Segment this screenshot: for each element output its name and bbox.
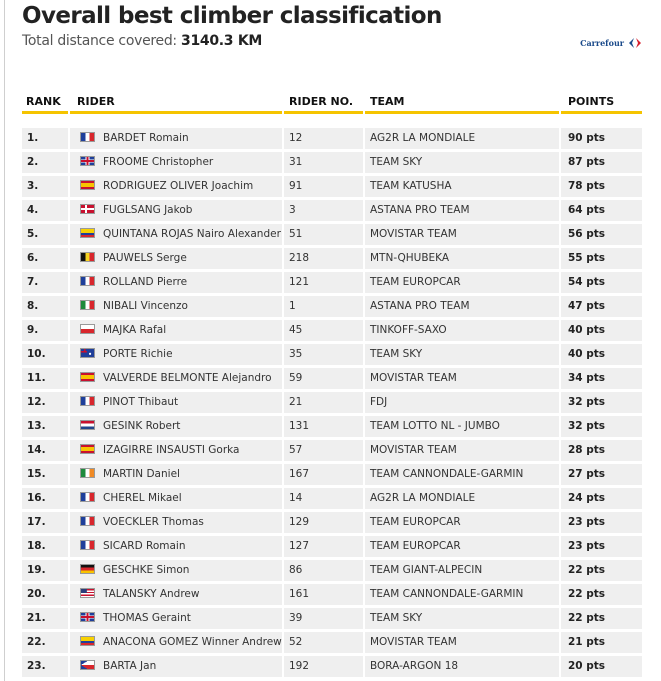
cell-points: 21 pts xyxy=(561,632,642,653)
cell-team[interactable]: TEAM SKY xyxy=(365,344,559,365)
cell-rider[interactable] xyxy=(70,488,282,509)
cell-rank: 15. xyxy=(22,464,68,485)
cell-rider[interactable] xyxy=(70,272,282,293)
cell-points: 47 pts xyxy=(561,296,642,317)
cell-rider-no: 127 xyxy=(284,536,363,557)
country-flag-icon xyxy=(80,204,95,214)
cell-rider-no: 86 xyxy=(284,560,363,581)
cell-team[interactable]: FDJ xyxy=(365,392,559,413)
cell-rider-no: 51 xyxy=(284,224,363,245)
cell-team[interactable]: MOVISTAR TEAM xyxy=(365,632,559,653)
country-flag-icon xyxy=(80,300,95,310)
table-row[interactable] xyxy=(22,174,642,198)
cell-rider[interactable] xyxy=(70,176,282,197)
rider-name[interactable]: FUGLSANG Jakob xyxy=(103,204,193,216)
cell-rank: 7. xyxy=(22,272,68,293)
rider-name[interactable]: FROOME Christopher xyxy=(103,156,214,168)
cell-rider-no: 14 xyxy=(284,488,363,509)
cell-rank: 20. xyxy=(22,584,68,605)
cell-points: 20 pts xyxy=(561,656,642,677)
cell-points: 54 pts xyxy=(561,272,642,293)
cell-team[interactable]: TINKOFF-SAXO xyxy=(365,320,559,341)
table-row[interactable] xyxy=(22,342,642,366)
rider-name[interactable]: VOECKLER Thomas xyxy=(103,516,204,528)
cell-team[interactable]: TEAM GIANT-ALPECIN xyxy=(365,560,559,581)
cell-rider[interactable] xyxy=(70,464,282,485)
cell-team[interactable]: ASTANA PRO TEAM xyxy=(365,296,559,317)
country-flag-icon xyxy=(80,420,95,430)
cell-rank: 3. xyxy=(22,176,68,197)
rider-name[interactable]: TALANSKY Andrew xyxy=(103,588,200,600)
cell-rider[interactable] xyxy=(70,632,282,653)
cell-points: 22 pts xyxy=(561,608,642,629)
country-flag-icon xyxy=(80,468,95,478)
cell-team[interactable]: TEAM CANNONDALE-GARMIN xyxy=(365,584,559,605)
cell-team[interactable]: TEAM KATUSHA xyxy=(365,176,559,197)
cell-team[interactable]: MOVISTAR TEAM xyxy=(365,224,559,245)
classification-table xyxy=(22,91,642,678)
cell-rank: 19. xyxy=(22,560,68,581)
cell-rank: 12. xyxy=(22,392,68,413)
cell-rider-no: 57 xyxy=(284,440,363,461)
country-flag-icon xyxy=(80,372,95,382)
country-flag-icon xyxy=(80,564,95,574)
cell-rider-no: 12 xyxy=(284,128,363,149)
cell-team[interactable]: TEAM SKY xyxy=(365,608,559,629)
cell-team[interactable]: TEAM EUROPCAR xyxy=(365,512,559,533)
distance-summary xyxy=(22,33,262,49)
country-flag-icon xyxy=(80,252,95,262)
country-flag-icon xyxy=(80,492,95,502)
sponsor-logo[interactable] xyxy=(580,37,643,49)
cell-points: 23 pts xyxy=(561,512,642,533)
cell-rider[interactable] xyxy=(70,440,282,461)
table-row[interactable] xyxy=(22,222,642,246)
col-header-team[interactable]: TEAM xyxy=(365,95,559,114)
country-flag-icon xyxy=(80,324,95,334)
country-flag-icon xyxy=(80,612,95,622)
country-flag-icon xyxy=(80,180,95,190)
rider-name[interactable]: GESINK Robert xyxy=(103,420,181,432)
cell-rider[interactable] xyxy=(70,200,282,221)
left-divider xyxy=(4,0,5,681)
cell-rank: 6. xyxy=(22,248,68,269)
rider-name[interactable]: QUINTANA ROJAS Nairo Alexander xyxy=(103,228,281,240)
table-row[interactable] xyxy=(22,318,642,342)
cell-rider[interactable] xyxy=(70,392,282,413)
cell-points: 22 pts xyxy=(561,560,642,581)
rider-name[interactable]: ANACONA GOMEZ Winner Andrew xyxy=(103,636,282,648)
cell-points: 27 pts xyxy=(561,464,642,485)
cell-rider-no: 161 xyxy=(284,584,363,605)
distance-value: 3140.3 KM xyxy=(181,33,262,49)
table-row[interactable] xyxy=(22,366,642,390)
table-row[interactable] xyxy=(22,486,642,510)
col-header-rank[interactable]: RANK xyxy=(22,95,68,114)
cell-rank: 21. xyxy=(22,608,68,629)
cell-rank: 10. xyxy=(22,344,68,365)
table-row[interactable] xyxy=(22,558,642,582)
cell-rider-no: 192 xyxy=(284,656,363,677)
cell-team[interactable]: TEAM EUROPCAR xyxy=(365,272,559,293)
table-row[interactable] xyxy=(22,294,642,318)
cell-rider[interactable] xyxy=(70,224,282,245)
rider-name[interactable]: BARDET Romain xyxy=(103,132,189,144)
table-body xyxy=(22,126,642,678)
cell-rider-no: 91 xyxy=(284,176,363,197)
cell-points: 55 pts xyxy=(561,248,642,269)
cell-points: 78 pts xyxy=(561,176,642,197)
cell-rider[interactable] xyxy=(70,296,282,317)
country-flag-icon xyxy=(80,660,95,670)
cell-team[interactable]: MOVISTAR TEAM xyxy=(365,440,559,461)
rider-name[interactable]: RODRIGUEZ OLIVER Joachim xyxy=(103,180,254,192)
page-title: Overall best climber classification xyxy=(22,3,442,29)
cell-rider-no: 129 xyxy=(284,512,363,533)
sponsor-name: Carrefour xyxy=(580,38,624,48)
table-row[interactable] xyxy=(22,390,642,414)
carrefour-logo-icon xyxy=(627,37,643,49)
cell-points: 28 pts xyxy=(561,440,642,461)
rider-name[interactable]: PORTE Richie xyxy=(103,348,173,360)
country-flag-icon xyxy=(80,228,95,238)
cell-rank: 17. xyxy=(22,512,68,533)
cell-rider-no: 31 xyxy=(284,152,363,173)
cell-rider-no: 167 xyxy=(284,464,363,485)
rider-name[interactable]: BARTA Jan xyxy=(103,660,157,672)
cell-rider[interactable] xyxy=(70,416,282,437)
cell-rank: 22. xyxy=(22,632,68,653)
cell-team[interactable]: AG2R LA MONDIALE xyxy=(365,128,559,149)
cell-team[interactable]: MTN-QHUBEKA xyxy=(365,248,559,269)
cell-rider[interactable] xyxy=(70,608,282,629)
table-row[interactable] xyxy=(22,198,642,222)
cell-team[interactable]: TEAM SKY xyxy=(365,152,559,173)
cell-rank: 1. xyxy=(22,128,68,149)
rider-name[interactable]: CHEREL Mikael xyxy=(103,492,182,504)
cell-rider-no: 52 xyxy=(284,632,363,653)
cell-rider-no: 218 xyxy=(284,248,363,269)
cell-points: 64 pts xyxy=(561,200,642,221)
cell-rider-no: 21 xyxy=(284,392,363,413)
cell-rider[interactable] xyxy=(70,128,282,149)
country-flag-icon xyxy=(80,348,95,358)
table-row[interactable] xyxy=(22,246,642,270)
cell-rank: 13. xyxy=(22,416,68,437)
cell-rider-no: 59 xyxy=(284,368,363,389)
cell-rank: 2. xyxy=(22,152,68,173)
cell-rider[interactable] xyxy=(70,368,282,389)
rider-name[interactable]: VALVERDE BELMONTE Alejandro xyxy=(103,372,272,384)
cell-team[interactable]: TEAM EUROPCAR xyxy=(365,536,559,557)
cell-points: 34 pts xyxy=(561,368,642,389)
cell-rider[interactable] xyxy=(70,248,282,269)
rider-name[interactable]: ROLLAND Pierre xyxy=(103,276,188,288)
rider-name[interactable]: GESCHKE Simon xyxy=(103,564,190,576)
cell-team[interactable]: ASTANA PRO TEAM xyxy=(365,200,559,221)
cell-rider-no: 3 xyxy=(284,200,363,221)
cell-points: 56 pts xyxy=(561,224,642,245)
country-flag-icon xyxy=(80,396,95,406)
cell-points: 87 pts xyxy=(561,152,642,173)
rider-name[interactable]: IZAGIRRE INSAUSTI Gorka xyxy=(103,444,240,456)
col-header-rider[interactable]: RIDER xyxy=(70,95,282,114)
col-header-points[interactable]: POINTS xyxy=(561,95,642,114)
table-row[interactable] xyxy=(22,414,642,438)
cell-points: 90 pts xyxy=(561,128,642,149)
table-row[interactable] xyxy=(22,462,642,486)
country-flag-icon xyxy=(80,444,95,454)
country-flag-icon xyxy=(80,636,95,646)
table-row[interactable] xyxy=(22,270,642,294)
cell-rank: 16. xyxy=(22,488,68,509)
col-header-rider-no[interactable]: RIDER NO. xyxy=(284,95,363,114)
country-flag-icon xyxy=(80,132,95,142)
cell-rider-no: 1 xyxy=(284,296,363,317)
cell-rank: 8. xyxy=(22,296,68,317)
cell-rider-no: 121 xyxy=(284,272,363,293)
country-flag-icon xyxy=(80,540,95,550)
cell-rider-no: 35 xyxy=(284,344,363,365)
rider-name[interactable]: MARTIN Daniel xyxy=(103,468,180,480)
cell-rank: 4. xyxy=(22,200,68,221)
table-row[interactable] xyxy=(22,150,642,174)
cell-points: 40 pts xyxy=(561,344,642,365)
table-row[interactable] xyxy=(22,606,642,630)
distance-label: Total distance covered: xyxy=(22,33,177,49)
cell-team[interactable]: TEAM LOTTO NL - JUMBO xyxy=(365,416,559,437)
rider-name[interactable]: PAUWELS Serge xyxy=(103,252,187,264)
cell-points: 23 pts xyxy=(561,536,642,557)
cell-team[interactable]: BORA-ARGON 18 xyxy=(365,656,559,677)
cell-rank: 5. xyxy=(22,224,68,245)
table-row[interactable] xyxy=(22,126,642,150)
table-row[interactable] xyxy=(22,510,642,534)
country-flag-icon xyxy=(80,276,95,286)
cell-rider[interactable] xyxy=(70,320,282,341)
cell-rider-no: 39 xyxy=(284,608,363,629)
cell-rank: 23. xyxy=(22,656,68,677)
rider-name[interactable]: NIBALI Vincenzo xyxy=(103,300,188,312)
cell-team[interactable]: TEAM CANNONDALE-GARMIN xyxy=(365,464,559,485)
country-flag-icon xyxy=(80,588,95,598)
cell-points: 24 pts xyxy=(561,488,642,509)
cell-rank: 11. xyxy=(22,368,68,389)
country-flag-icon xyxy=(80,516,95,526)
cell-points: 22 pts xyxy=(561,584,642,605)
cell-rider-no: 45 xyxy=(284,320,363,341)
cell-rank: 18. xyxy=(22,536,68,557)
cell-rider[interactable] xyxy=(70,560,282,581)
country-flag-icon xyxy=(80,156,95,166)
cell-rank: 9. xyxy=(22,320,68,341)
table-header xyxy=(22,91,642,114)
rider-name[interactable]: THOMAS Geraint xyxy=(103,612,191,624)
cell-rider[interactable] xyxy=(70,344,282,365)
table-row[interactable] xyxy=(22,438,642,462)
cell-rank: 14. xyxy=(22,440,68,461)
cell-team[interactable]: AG2R LA MONDIALE xyxy=(365,488,559,509)
cell-team[interactable]: MOVISTAR TEAM xyxy=(365,368,559,389)
cell-points: 40 pts xyxy=(561,320,642,341)
rider-name[interactable]: PINOT Thibaut xyxy=(103,396,179,408)
table-row[interactable] xyxy=(22,582,642,606)
rider-name[interactable]: MAJKA Rafal xyxy=(103,324,167,336)
table-row[interactable] xyxy=(22,654,642,678)
cell-rider[interactable] xyxy=(70,584,282,605)
cell-rider-no: 131 xyxy=(284,416,363,437)
cell-points: 32 pts xyxy=(561,392,642,413)
cell-rider[interactable] xyxy=(70,512,282,533)
table-row[interactable] xyxy=(22,630,642,654)
cell-points: 32 pts xyxy=(561,416,642,437)
cell-rider[interactable] xyxy=(70,536,282,557)
rider-name[interactable]: SICARD Romain xyxy=(103,540,186,552)
cell-rider[interactable] xyxy=(70,152,282,173)
table-row[interactable] xyxy=(22,534,642,558)
cell-rider[interactable] xyxy=(70,656,282,677)
